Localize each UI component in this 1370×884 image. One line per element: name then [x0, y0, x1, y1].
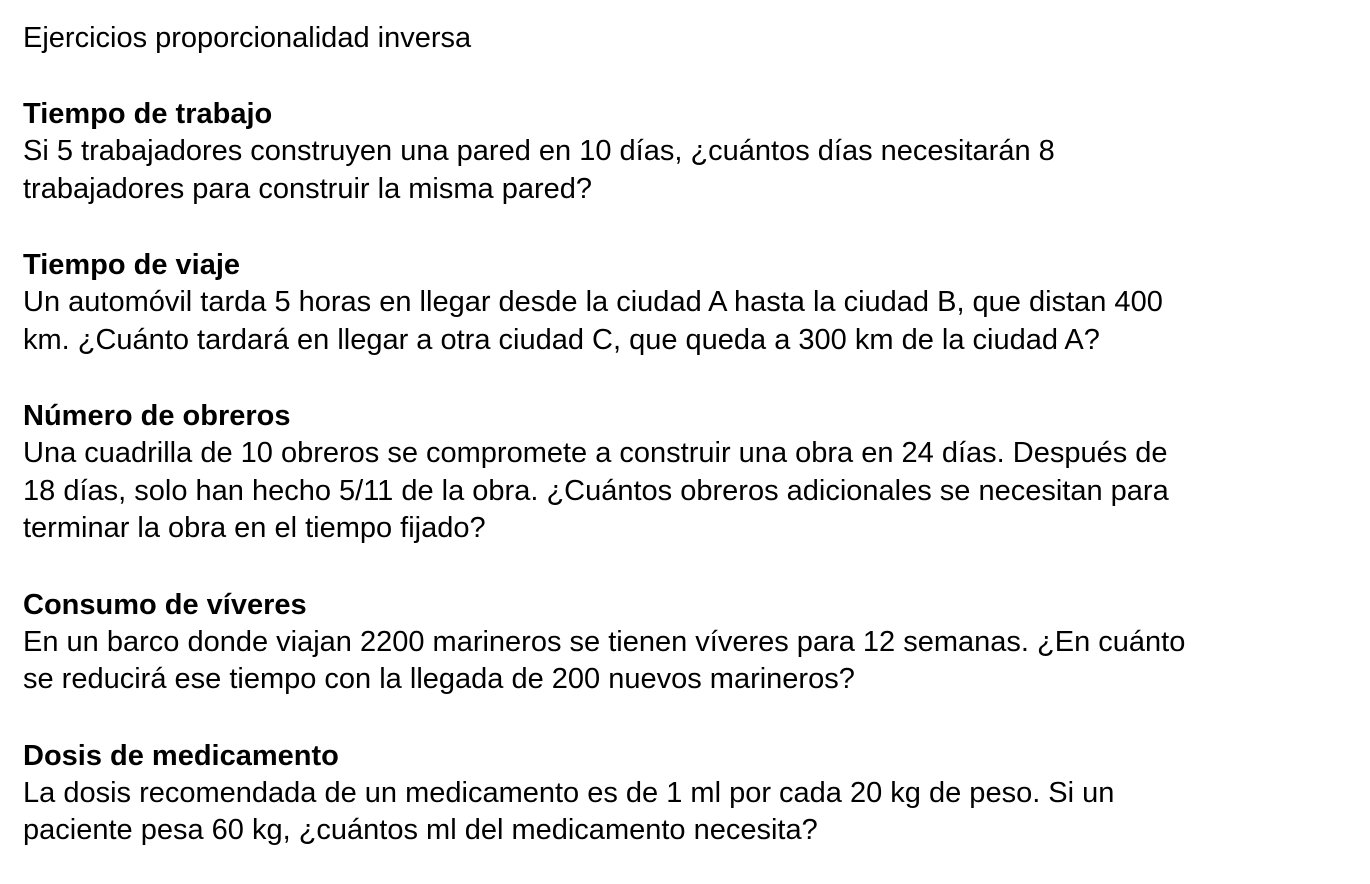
exercise-heading: Consumo de víveres: [23, 588, 307, 621]
exercise-text-line: terminar la obra en el tiempo fijado?: [23, 512, 486, 544]
exercise-heading: Tiempo de trabajo: [23, 98, 273, 130]
exercise-text-line: paciente pesa 60 kg, ¿cuántos ml del medicamento necesita?: [23, 814, 818, 846]
exercise-text-line: trabajadores para construir la misma pared?: [23, 172, 592, 205]
document-title: Ejercicios proporcionalidad inversa: [23, 22, 472, 54]
exercise-heading: Dosis de medicamento: [23, 739, 339, 772]
exercise-text-line: Un automóvil tarda 5 horas en llegar desde la ciudad A hasta la ciudad B, que distan 400: [23, 286, 1163, 318]
exercise-dosis-de-medicamento: [23, 737, 1353, 850]
exercise-text-line: 18 días, solo han hecho 5/11 de la obra. ¿Cuántos obreros adicionales se necesitan para: [23, 474, 1169, 507]
exercise-text-line: km. ¿Cuánto tardará en llegar a otra ciudad C, que queda a 300 km de la ciudad A?: [23, 323, 1100, 356]
exercise-text-line: La dosis recomendada de un medicamento es de 1 ml por cada 20 kg de peso. Si un: [23, 776, 1115, 809]
exercise-heading: Número de obreros: [23, 400, 291, 432]
exercise-text-line: Una cuadrilla de 10 obreros se compromete a construir una obra en 24 días. Después de: [23, 437, 1168, 469]
exercise-heading: Tiempo de viaje: [23, 249, 241, 281]
exercise-text-line: En un barco donde viajan 2200 marineros se tienen víveres para 12 semanas. ¿En cuánto: [23, 625, 1186, 658]
exercise-tiempo-de-trabajo: [23, 95, 1353, 208]
exercise-tiempo-de-viaje: [23, 246, 1353, 359]
exercise-text-line: se reducirá ese tiempo con la llegada de 200 nuevos marineros?: [23, 663, 855, 695]
exercise-consumo-de-viveres: [23, 586, 1353, 699]
exercise-numero-de-obreros: [23, 397, 1353, 548]
exercise-text-line: Si 5 trabajadores construyen una pared en 10 días, ¿cuántos días necesitarán 8: [23, 135, 1055, 167]
